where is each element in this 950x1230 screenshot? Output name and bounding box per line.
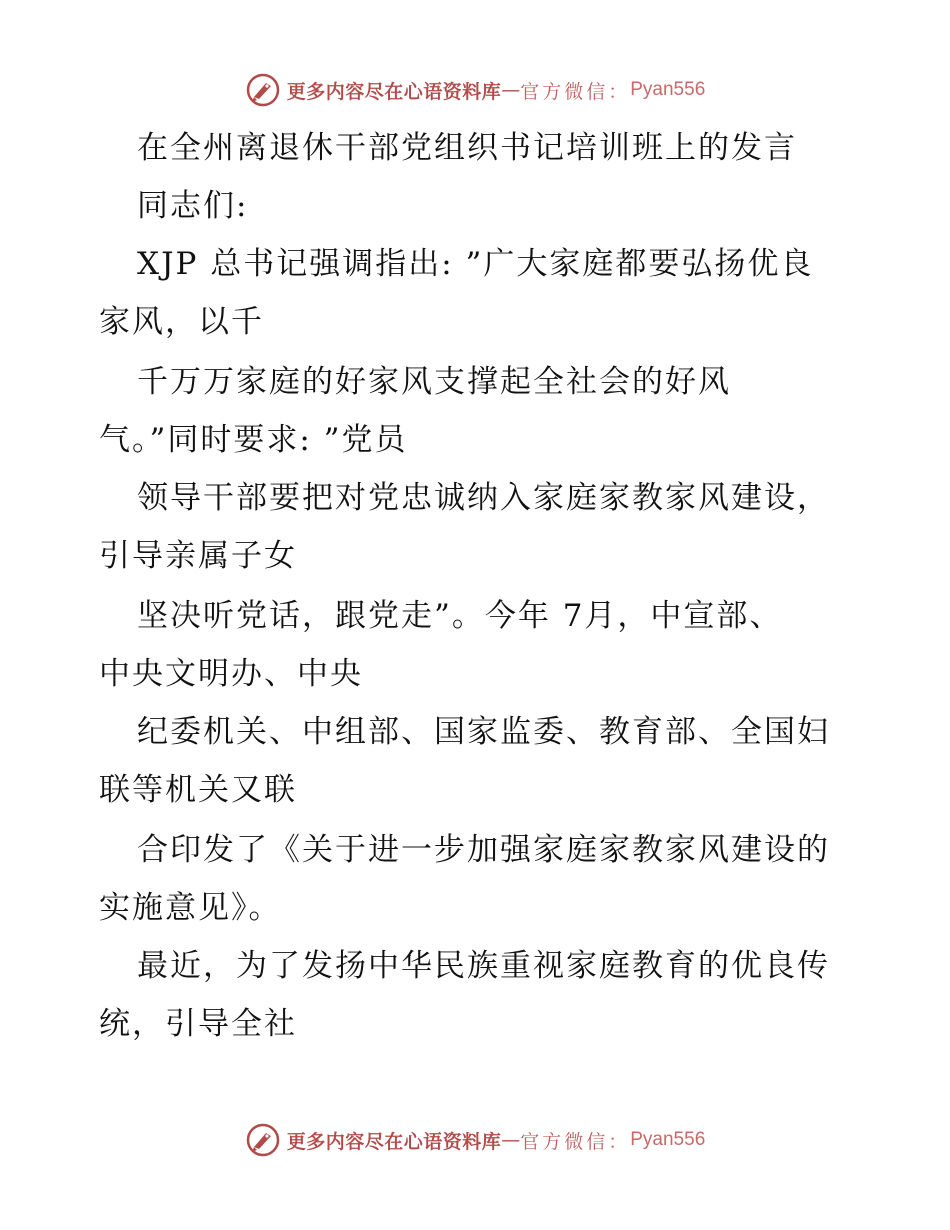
document-line: 合印发了《关于进一步加强家庭家教家风建设的: [137, 832, 830, 868]
watermark-dash: —: [501, 79, 521, 101]
document-line: 千万万家庭的好家风支撑起全社会的好风: [137, 364, 731, 400]
document-title: 在全州离退休干部党组织书记培训班上的发言: [137, 130, 797, 166]
document-line: 联等机关又联: [99, 772, 297, 808]
document-line: 纪委机关、中组部、国家监委、教育部、全国妇: [137, 714, 830, 750]
document-line: 最近，为了发扬中华民族重视家庭教育的优良传: [137, 948, 830, 984]
watermark-wechat-id: Pyan556: [630, 1129, 706, 1150]
document-line: 引导亲属子女: [99, 538, 297, 574]
watermark-wechat-label: 官方微信：: [520, 80, 631, 103]
watermark-wechat-label: 官方微信：: [520, 1130, 631, 1153]
watermark-dash: —: [501, 1129, 521, 1151]
document-line: 气。”同时要求: ”党员: [99, 422, 408, 458]
document-line: 同志们:: [137, 188, 249, 224]
document-line: XJP 总书记强调指出: ”广大家庭都要弘扬优良: [137, 246, 814, 282]
document-line: 实施意见》。: [99, 890, 282, 926]
document-line: 坚决听党话，跟党走”。今年 7月，中宣部、: [137, 598, 783, 634]
watermark-brand: 更多内容尽在心语资料库: [286, 1130, 502, 1153]
document-line: 领导干部要把对党忠诚纳入家庭家教家风建设，: [137, 480, 830, 516]
watermark-footer: [0, 1120, 950, 1160]
watermark-wechat-id: Pyan556: [630, 79, 706, 100]
pen-nib-circle-icon: [245, 72, 281, 108]
watermark-header: [0, 70, 950, 110]
pen-nib-circle-icon: [245, 1122, 281, 1158]
document-line: 家风，以千: [99, 304, 264, 340]
document-line: 统，引导全社: [99, 1006, 297, 1042]
document-line: 中央文明办、中央: [99, 656, 363, 692]
watermark-brand: 更多内容尽在心语资料库: [286, 80, 502, 103]
